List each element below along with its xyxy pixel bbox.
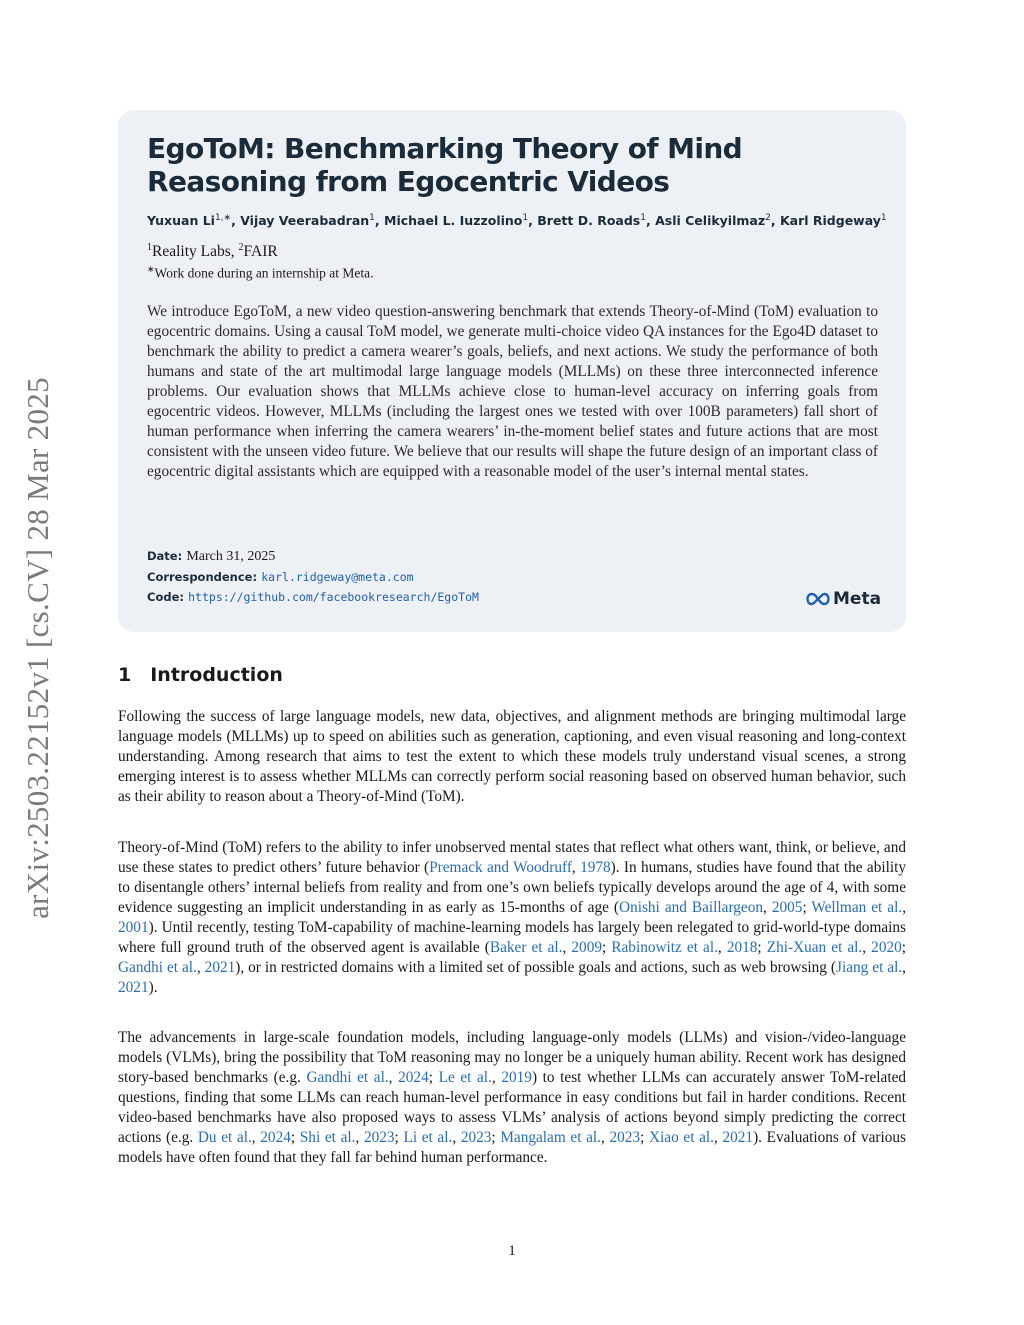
citation-link[interactable]: 2023 xyxy=(460,1129,492,1146)
paragraph-text: , xyxy=(713,1129,723,1146)
paragraph-text: ). In humans, studies have found that the ability to disentangle others’ internal beliefs from reality and from one’s own beliefs typically develops around the age of 4, with some evidence suggesting an implicit understanding in as early as 15-months of age ( xyxy=(118,859,906,916)
citation-link[interactable]: 2019 xyxy=(501,1069,532,1086)
paragraph-text: , xyxy=(452,1129,461,1146)
citation-link[interactable]: 2009 xyxy=(571,939,602,956)
citation-link[interactable]: 2023 xyxy=(609,1129,641,1146)
section-number: 1 xyxy=(118,664,132,686)
footnote-mark: ∗ xyxy=(147,264,155,274)
author-name: Karl Ridgeway xyxy=(779,213,881,229)
meta-logo xyxy=(806,588,881,610)
meta-infinity-icon xyxy=(806,592,830,606)
date-value: March 31, 2025 xyxy=(186,549,276,564)
citation-link[interactable]: Jiang et al. xyxy=(836,959,903,976)
author-list: Yuxuan $Li^{1,∗}$, Vijay Veerabadran$^1$, Michael L. Iuzzolino$^1$, Brett D. Roads$^1$, Asli Celikyilmaz$^2$, Karl Ridgeway$^1$ xyxy=(147,213,887,229)
paragraph-text: ; xyxy=(601,939,612,956)
citation-link[interactable]: Baker et al. xyxy=(489,939,563,956)
paragraph-text: ). xyxy=(148,979,158,996)
paragraph-text: , xyxy=(491,1069,502,1086)
section-heading-introduction xyxy=(118,664,283,686)
intro-paragraph-2 xyxy=(118,838,906,998)
paragraph-text: , xyxy=(717,939,727,956)
author-name: Vijay Veerabadran xyxy=(240,213,370,229)
paragraph-text: ; xyxy=(802,899,812,916)
paragraph-text: ; xyxy=(428,1069,439,1086)
paragraph-text: ) to test whether LLMs can accurately answer ToM-related questions, finding that some LLMs can reach human-level performance in easy conditions but fail in harder conditions. Recent video-based benchmarks have also proposed ways to assess VLMs’ analysis of actions beyond simply predicting the correct actions (e.g. xyxy=(118,1069,907,1146)
citation-link[interactable]: 2024 xyxy=(398,1069,429,1086)
paragraph-text: , xyxy=(196,959,205,976)
intro-paragraph-1 xyxy=(118,707,906,807)
paragraph-text: , xyxy=(251,1129,261,1146)
correspondence-row xyxy=(147,568,414,587)
citation-link[interactable]: 2024 xyxy=(260,1129,291,1146)
affiliation-name: Reality Labs xyxy=(152,243,231,261)
paragraph-text: Theory-of-Mind (ToM) refers to the ability to infer unobserved mental states that reflect what others want, think, or believe, and use these states to predict others’ future behavior ( xyxy=(118,839,906,876)
correspondence-email-link[interactable]: karl.ridgeway@meta.com xyxy=(261,570,414,584)
citation-link[interactable]: Premack and Woodruff xyxy=(429,859,572,876)
footnote-text: Work done during an internship at Meta. xyxy=(154,265,374,281)
citation-link[interactable]: 2005 xyxy=(771,899,803,916)
affiliation-mark: 2 xyxy=(238,242,244,253)
date-row xyxy=(147,547,275,566)
citation-link[interactable]: 1978 xyxy=(580,859,611,876)
paragraph-text: , xyxy=(355,1129,364,1146)
author-affiliation-mark: 1 xyxy=(640,213,646,223)
code-repository-link[interactable]: https://github.com/facebookresearch/EgoToM xyxy=(188,590,479,604)
code-row xyxy=(147,588,479,607)
paragraph-text: , xyxy=(388,1069,399,1086)
arxiv-identifier-stamp: arXiv:2503.22152v1 [cs.CV] 28 Mar 2025 xyxy=(20,377,55,919)
citation-link[interactable]: 2021 xyxy=(204,959,236,976)
citation-link[interactable]: Mangalam et al. xyxy=(500,1129,601,1146)
paragraph-text: ). Until recently, testing ToM-capability of machine-learning models has largely been relegated to grid-world-type domains where full ground truth of the observed agent is available ( xyxy=(118,919,906,956)
citation-link[interactable]: Xiao et al. xyxy=(649,1129,714,1146)
paragraph-text: , xyxy=(571,859,581,876)
author-affiliation-mark: 1,∗ xyxy=(214,213,232,223)
paragraph-text: ; xyxy=(491,1129,501,1146)
citation-link[interactable]: 2018 xyxy=(726,939,758,956)
affiliation-name: FAIR xyxy=(243,243,278,261)
paragraph-text: , xyxy=(902,959,906,976)
code-label: Code: xyxy=(147,590,184,604)
paragraph-text: ; xyxy=(901,939,907,956)
author-name: Michael L. Iuzzolino xyxy=(384,213,523,229)
citation-link[interactable]: Wellman et al. xyxy=(811,899,903,916)
paper-title: EgoToM: Benchmarking Theory of Mind Reasoning from Egocentric Videos xyxy=(147,132,743,198)
paragraph-text: , xyxy=(562,939,572,956)
author-affiliation-mark: 1 xyxy=(369,213,375,223)
author-name: Yuxuan Li xyxy=(147,213,215,229)
paragraph-text: ), or in restricted domains with a limited set of possible goals and actions, such as web browsing ( xyxy=(235,959,837,976)
paragraph-text: ; xyxy=(290,1129,300,1146)
author-affiliation-mark: 1 xyxy=(880,213,887,223)
intro-paragraph-3 xyxy=(118,1028,906,1168)
citation-link[interactable]: 2020 xyxy=(871,939,902,956)
citation-link[interactable]: Onishi and Baillargeon xyxy=(619,899,763,916)
citation-link[interactable]: Li et al. xyxy=(403,1129,453,1146)
paragraph-text: , xyxy=(600,1129,610,1146)
paragraph-text: ; xyxy=(757,939,767,956)
author-affiliation-mark: 2 xyxy=(765,213,771,223)
date-label: Date: xyxy=(147,549,183,563)
citation-link[interactable]: 2021 xyxy=(722,1129,754,1146)
author-name: Brett D. Roads xyxy=(537,213,641,229)
author-name: Asli Celikyilmaz xyxy=(655,213,766,229)
citation-link[interactable]: Zhi-Xuan et al. xyxy=(766,939,863,956)
citation-link[interactable]: 2021 xyxy=(118,979,149,996)
citation-link[interactable]: Gandhi et al. xyxy=(118,959,197,976)
affiliations: $^1$Reality Labs, $^2$FAIR xyxy=(147,242,278,261)
author-affiliation-mark: 1 xyxy=(522,213,529,223)
meta-logo-wordmark: Meta xyxy=(833,589,882,609)
citation-link[interactable]: Rabinowitz et al. xyxy=(611,939,718,956)
citation-link[interactable]: 2001 xyxy=(118,919,149,936)
citation-link[interactable]: 2023 xyxy=(363,1129,395,1146)
correspondence-label: Correspondence: xyxy=(147,570,258,584)
page-number: 1 xyxy=(508,1243,516,1259)
paragraph-text: The advancements in large-scale foundation models, including language-only models (LLMs) and vision-/video-language models (VLMs), bring the possibility that ToM reasoning may no longer be a uniquely human ability. Recent work has designed story-based benchmarks (e.g. xyxy=(118,1029,906,1086)
citation-link[interactable]: Le et al. xyxy=(438,1069,492,1086)
citation-link[interactable]: Du et al. xyxy=(197,1129,252,1146)
paragraph-text: , xyxy=(902,899,907,916)
citation-link[interactable]: Shi et al. xyxy=(299,1129,356,1146)
abstract: We introduce EgoToM, a new video question-answering benchmark that extends Theory-of-Mind (ToM) evaluation to egocentric domains. Using a causal ToM model, we generate multi-choice video QA instances for the Ego4D dataset to benchmark the ability to predict a camera wearer’s goals, beliefs, and next actions. We study the performance of both humans and state of the art multimodal large language models (MLLMs) on these three interconnected inference problems. Our evaluation shows that MLLMs achieve close to human-level accuracy on inferring goals from egocentric videos. However, MLLMs (including the largest ones we tested with over 100B parameters) fall short of human performance when inferring the camera wearers’ in-the-moment belief states and future actions that are most consistent with the unseen video future. We believe that our results will shape the future design of an important class of egocentric digital assistants which are equipped with a reasonable model of the user’s internal mental states. xyxy=(147,303,878,480)
citation-link[interactable]: Gandhi et al. xyxy=(306,1069,389,1086)
author-footnote xyxy=(147,260,374,283)
affiliation-mark: 1 xyxy=(147,242,152,253)
paragraph-text: ). Evaluations of various models have often found that they fall far behind human performance. xyxy=(118,1129,906,1166)
paragraph-text: Following the success of large language models, new data, objectives, and alignment methods are bringing multimodal large language models (MLLMs) up to speed on abilities such as generation, captioning, and even visual reasoning and long-context understanding. Among research that aims to test the extent to which these models truly understand visual scenes, a strong emerging interest is to assess whether MLLMs can correctly perform social reasoning based on observed human behavior, such as their ability to reason about a Theory-of-Mind (ToM). xyxy=(118,708,906,805)
paragraph-text: , xyxy=(862,939,872,956)
paragraph-text: ; xyxy=(394,1129,404,1146)
paragraph-text: ; xyxy=(640,1129,649,1146)
section-title: Introduction xyxy=(150,664,283,686)
paragraph-text: , xyxy=(763,899,772,916)
